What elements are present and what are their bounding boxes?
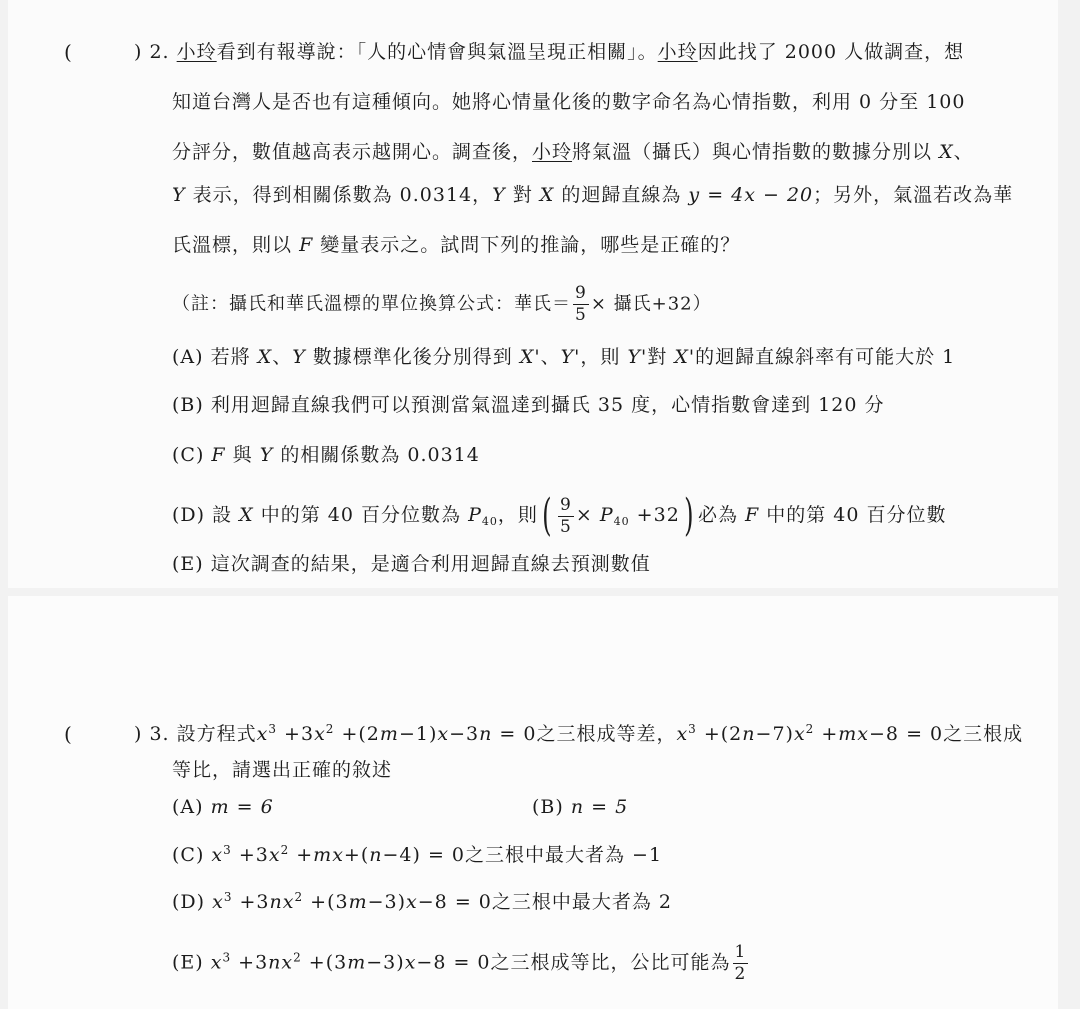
q3-line-2: 等比，請選出正確的敘述 — [172, 759, 393, 781]
q2-option-a: (A) 若將 X、Y 數據標準化後分別得到 X'、Y'，則 Y'對 X'的迴歸直線斜率有可能大於 1 — [172, 346, 956, 368]
q2-line-2: 知道台灣人是否也有這種傾向。她將心情量化後的數字命名為心情指數，利用 0 分至 100 — [172, 91, 966, 113]
regression-equation: y = 4x − 20 — [688, 184, 814, 206]
answer-paren: ( — [64, 40, 72, 64]
question-number: ) 3. — [134, 723, 170, 745]
answer-paren: ( — [64, 722, 72, 746]
q3-option-e: (E) $x^3 +3nx^2 +(3m-3)x-8 = 0$之三根成等比，公比可能為 $\frac{1}{2}$ — [172, 942, 747, 984]
fraction: $\frac{1}{2}$ — [734, 942, 747, 984]
q2-option-c: (C) F 與 Y 的相關係數為 0.0314 — [172, 444, 480, 466]
q2-line-1: ) 2. 小玲看到有報導說：「人的心情會與氣溫呈現正相關」。小玲因此找了 2000 人做調查，想 — [134, 41, 965, 63]
q3-option-d: (D) $x^3 +3nx^2 +(3m-3)x-8 = 0$之三根中最大者為 2 — [172, 890, 673, 913]
person-name: 小玲 — [176, 41, 217, 63]
fraction: $\frac{9}{5}$ — [560, 494, 572, 537]
q2-line-3: 分評分，數值越高表示越開心。調查後，小玲將氣溫（攝氏）與心情指數的數據分別以 X、 — [172, 141, 974, 163]
q3-option-c: (C) $x^3 +3x^2 +mx+(n-4) = 0$之三根中最大者為 −1 — [172, 843, 663, 866]
q2-line-4: Y 表示，得到相關係數為 0.0314，Y 對 X 的迴歸直線為 y = 4x − 20；另外，氣溫若改為華 — [172, 184, 1014, 206]
fraction: $\frac{9}{5}$ — [575, 283, 587, 325]
q2-option-b: (B) 利用迴歸直線我們可以預測當氣溫達到攝氏 35 度，心情指數會達到 120 分 — [172, 394, 885, 416]
person-name: 小玲 — [657, 41, 698, 63]
q3-line-1: ) 3. 設方程式$x^3 +3x^2 +(2m-1)x-3n = 0$之三根成等差，$x^3 +(2n-7)x^2 +mx-8 = 0$之三根成 — [134, 722, 1024, 745]
q3-option-b: (B) n = 5 — [532, 796, 629, 818]
question-number: ) 2. — [134, 41, 170, 63]
person-name: 小玲 — [532, 141, 573, 163]
q2-option-d: (D) 設 X 中的第 40 百分位數為 $P_{40}$，則( $\frac{9}{5}$ × $P_{40} +32$) 必為 F 中的第 40 百分位數 — [172, 490, 947, 541]
q2-note: （註：攝氏和華氏溫標的單位換算公式：華氏＝ $\frac{9}{5}$ × 攝氏+32） — [172, 283, 712, 325]
q2-line-5: 氏溫標，則以 F 變量表示之。試問下列的推論，哪些是正確的？ — [172, 234, 741, 256]
q2-option-e: (E) 這次調查的結果，是適合利用迴歸直線去預測數值 — [172, 553, 651, 575]
q3-option-a: (A) m = 6 — [172, 796, 274, 818]
